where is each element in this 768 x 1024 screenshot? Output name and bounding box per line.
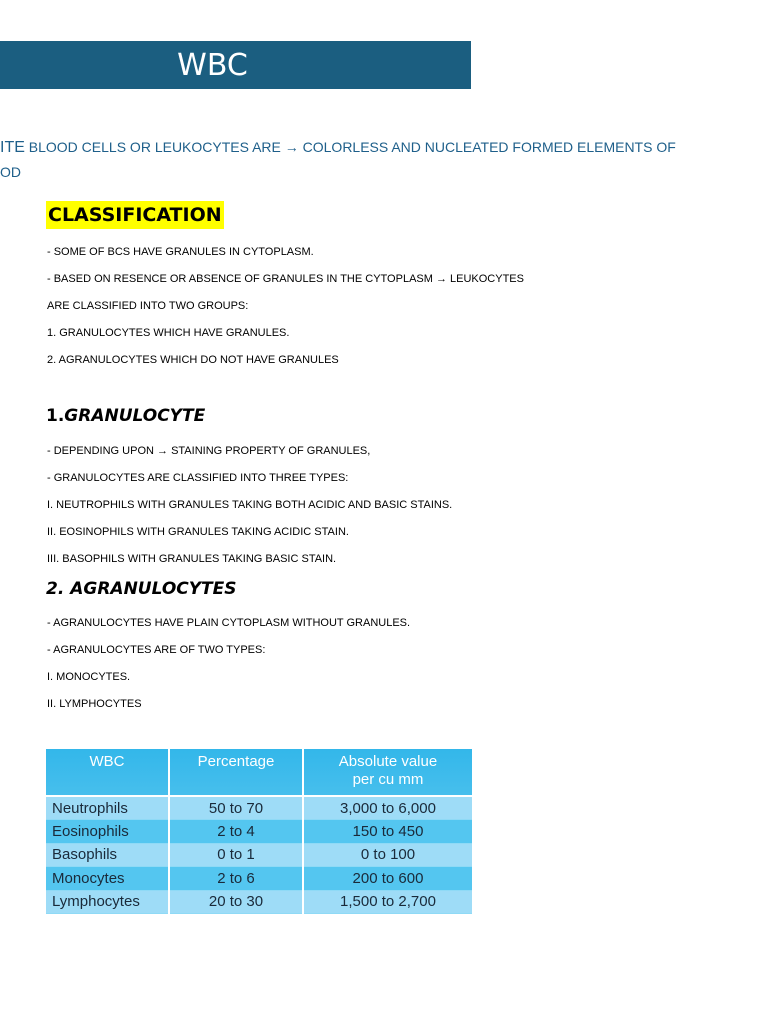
table-cell: Lymphocytes	[46, 890, 169, 913]
agranulocytes-line: - AGRANULOCYTES HAVE PLAIN CYTOPLASM WITHOUT GRANULES.	[47, 617, 411, 629]
table-row	[46, 843, 472, 866]
table-header-wbc: WBC	[46, 749, 169, 796]
classification-line: - SOME OF BCS HAVE GRANULES IN CYTOPLASM.	[47, 246, 314, 258]
table-row	[46, 796, 472, 820]
classification-heading: CLASSIFICATION	[46, 201, 224, 229]
table-row	[46, 890, 472, 913]
granulocyte-line: II. EOSINOPHILS WITH GRANULES TAKING ACIDIC STAIN.	[47, 526, 349, 538]
granulocyte-line: III. BASOPHILS WITH GRANULES TAKING BASIC STAIN.	[47, 553, 337, 565]
table-cell: 50 to 70	[169, 796, 303, 820]
table-row	[46, 867, 472, 890]
granulocyte-line: - GRANULOCYTES ARE CLASSIFIED INTO THREE TYPES:	[47, 472, 349, 484]
agranulocytes-line: I. MONOCYTES.	[47, 671, 131, 683]
agranulocytes-line: II. LYMPHOCYTES	[47, 698, 142, 710]
agranulocytes-heading	[46, 579, 237, 599]
table-header-row	[46, 749, 472, 796]
agranulocytes-line: - AGRANULOCYTES ARE OF TWO TYPES:	[47, 644, 266, 656]
table-cell: 20 to 30	[169, 890, 303, 913]
page-title: WBC	[177, 48, 248, 83]
granulocyte-line: - DEPENDING UPON → STAINING PROPERTY OF GRANULES,	[47, 445, 371, 457]
table-row	[46, 820, 472, 843]
agranulocytes-title: 2. AGRANULOCYTES	[46, 579, 237, 599]
table-cell: 3,000 to 6,000	[303, 796, 472, 820]
table-cell: 1,500 to 2,700	[303, 890, 472, 913]
granulocyte-title: GRANULOCYTE	[64, 406, 206, 426]
table-cell: 2 to 4	[169, 820, 303, 843]
classification-line: 1. GRANULOCYTES WHICH HAVE GRANULES.	[47, 327, 290, 339]
table-cell: Monocytes	[46, 867, 169, 890]
table-cell: 150 to 450	[303, 820, 472, 843]
table-header-absolute-line1: Absolute value	[338, 753, 438, 770]
intro-prefix: ITE	[0, 139, 25, 156]
granulocyte-heading	[46, 406, 205, 426]
classification-line: ARE CLASSIFIED INTO TWO GROUPS:	[47, 300, 249, 312]
table-cell: 200 to 600	[303, 867, 472, 890]
granulocyte-number: 1.	[46, 406, 65, 426]
wbc-table	[46, 749, 472, 914]
table-cell: 2 to 6	[169, 867, 303, 890]
title-banner	[0, 41, 471, 89]
table-header-absolute-line2: per cu mm	[352, 771, 424, 788]
granulocyte-line: I. NEUTROPHILS WITH GRANULES TAKING BOTH ACIDIC AND BASIC STAINS.	[47, 499, 453, 511]
table-cell: Neutrophils	[46, 796, 169, 820]
classification-line: - BASED ON RESENCE OR ABSENCE OF GRANULES IN THE CYTOPLASM → LEUKOCYTES	[47, 273, 524, 285]
table-header-absolute	[303, 749, 472, 796]
classification-line: 2. AGRANULOCYTES WHICH DO NOT HAVE GRANULES	[47, 354, 339, 366]
table-header-percentage: Percentage	[169, 749, 303, 796]
table-cell: Basophils	[46, 843, 169, 866]
table-cell: 0 to 1	[169, 843, 303, 866]
intro-line-1	[0, 134, 676, 161]
table-cell: 0 to 100	[303, 843, 472, 866]
intro-line-2: OD	[0, 164, 21, 180]
intro-rest: BLOOD CELLS OR LEUKOCYTES ARE → COLORLESS AND NUCLEATED FORMED ELEMENTS OF	[24, 139, 676, 155]
table-cell: Eosinophils	[46, 820, 169, 843]
